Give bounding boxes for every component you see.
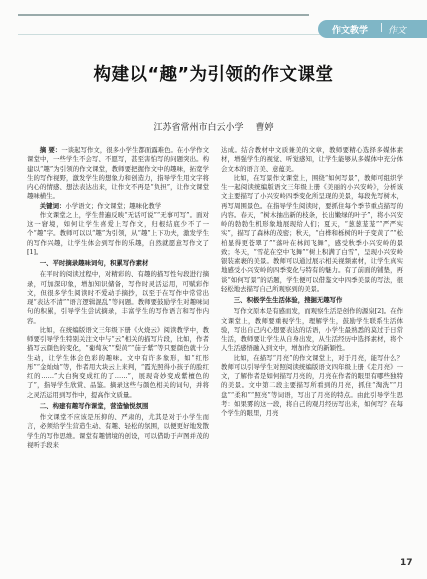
header-rule: [18, 14, 309, 16]
intro-paragraph: 作文课堂之上，学生普遍反映“无话可说”“无事可写”。面对这一窘境，如何让学生喜爱上写作文，归根结底少不了一个“趣”字。教师可以以“趣”为引领，从“趣”上下功夫，激发学生的写作兴趣，让学生体会到写作的乐趣，自然就愿意写作文了[1]。: [27, 210, 209, 256]
author-line: [0, 120, 427, 133]
author-affiliation: 江苏省常州市白云小学: [153, 123, 244, 133]
article-title: 构建以“趣”为引领的作文课堂: [93, 65, 334, 85]
section-2-heading: 二、构建有趣写作课堂，营造愉悦氛围: [39, 401, 149, 410]
section-1-paragraph-2: 比如，在统编版语文三年级下册《火烧云》阅读教学中，教师要引导学生特别关注文中与“云”相关的描写片段，比如，作者描写云颜色的变化，“葡萄灰”“梨黄”“茄子紫”等只要颜色就十分生动，让学生体会色彩的趣味。文中有许多象形，如“红彤彤”“金灿灿”等，作者用大块云上来判，“霞光照得小孩子的脸红红的……”大白狗变成红的了……”，展现奇妙变成紫檀色的了”，指导学生欣赏、品鉴。摘录这些与颜色相关的词句，并将之灵活运用到写作中，提高作文质量。: [27, 325, 209, 399]
section-1-heading: 一、平时摘录趣味词句，积累写作素材: [39, 259, 149, 267]
section-1-paragraph-1: 在平时的阅读过程中，对精彩的、有趣的描写性句段进行摘录，可加深印象，增加知识储备，写作时灵活运用，可赋彩作文，但很多学生阅读时不爱动手摘抄，以至于在写作中常常出现“表达不清”“语言逻辑混乱”等问题。教师要鼓励学生对趣味词句的积累，引导学生尝试摘录，丰富学生的写作语言和写作内容。: [27, 270, 209, 325]
section-separator: |: [380, 23, 384, 33]
section-label-alt: 作文: [388, 26, 407, 36]
keywords-text: 小学语文；作文课堂；趣味化教学: [65, 201, 162, 210]
right-column: [221, 146, 403, 418]
abstract-label: 摘 要：: [39, 146, 62, 154]
page-number: 17: [400, 558, 413, 568]
continued-paragraph: 达成。结合教材中文质兼美的文章，教师要精心选择多媒体素材，增强学生的视觉、听觉感知，让学生能够从多媒体中充分体会文本的语言美、意蕴美。: [221, 146, 403, 173]
section-3-paragraph-2: 比如，在描写“月亮”的作文课堂上，对于月亮，能写什么？教师可以引导学生对照阅读统编版语文四年级上册《走月亮》一文，了解作者是如何描写月亮的，月亮在作者的眼里有哪些独特的美景。文中第二段主要描写所看到的月亮，抓住“淘洗”“月盘”“柔和”“照亮”等词语，写出了月亮的特点。由此引导学生思考：如果雾的这一段，将自己的观月经历写出来，如何写？在每个学生的眼里，月亮: [221, 353, 403, 417]
scenery-paragraph: 比如，在写景作文课堂上，围绕“如何写景”，教师可组织学生一起阅读统编版语文三年级上册《美丽的小兴安岭》，分析该文主要描写了小兴安岭四季变化所呈现的美景，每段先写树木，再写周围景色。在指导学生阅读时，要抓住每个季节重点描写的内容。春天，“树木抽出新的枝条，长出嫩绿的叶子”，将小兴安岭的勃勃生机形象地展现给人们；夏天，“葱葱茏茏”“严严实实”，描写了森林的茂密；秋天，“白桦和栎树的叶子变黄了”“松柏显得更苍翠了”“落叶在林间飞舞”，感受秋季小兴安岭的景致；冬天，“雪花在空中飞舞”“树上积满了白雪”，呈现小兴安岭银装素裹的美景。教师可以通过展示相关视频素材，让学生真实地感受小兴安岭的四季变化与特有的魅力。有了前面的铺垫，再谈“如何写景”的话题，学生便可以借鉴文中四季美景的写法，很轻松地去描写自己所观察到的美景。: [221, 173, 403, 293]
section-label: 作文教学: [332, 26, 369, 36]
section-tag: [318, 20, 427, 38]
abstract: [27, 146, 209, 202]
keywords-label: 关键词：: [39, 201, 66, 210]
keywords: [27, 202, 209, 211]
abstract-text: 一谈起写作文，很多小学生都面露难色。在小学作文课堂中，一些学生不会写、不愿写，甚至害怕写的问题突出。构建以“趣”为引领的作文课堂，教师要把握作文中的趣味，拓宽学生的写作视野，激发学生的想象力和创造力，指导学生用文字将内心的情感、想法表达出来，让作文不再是“负担”，让作文课堂趣味横生。: [27, 146, 209, 201]
author-name: 曹婷: [255, 123, 274, 133]
section-3-heading: 三、积极学生生活体验，搜掘无趣写作: [233, 296, 343, 304]
left-column: [27, 146, 209, 450]
section-3-paragraph-1: 写作文原本是有感而发，而观察生活是创作的源泉[2]。在作文课堂上，教师要重视学生，理解学生，鼓励学生联系生活体验，写出自己内心想要表达的话语，小学生最熟悉的莫过于日常生活，教师要让学生从自身出发，从生活经历中选择素材，将个人生活感悟融入到文中，增加作文的新颖性。: [221, 307, 403, 353]
section-2-paragraph-1: 作文课堂不应该是压抑的、严肃的，尤其是对于小学生而言，必须给学生营造生动、有趣、轻松的氛围，以便更好地发散学生的写作思维。课堂有趣情境的创设，可以借助于声图并茂的视听手段来: [27, 413, 209, 449]
